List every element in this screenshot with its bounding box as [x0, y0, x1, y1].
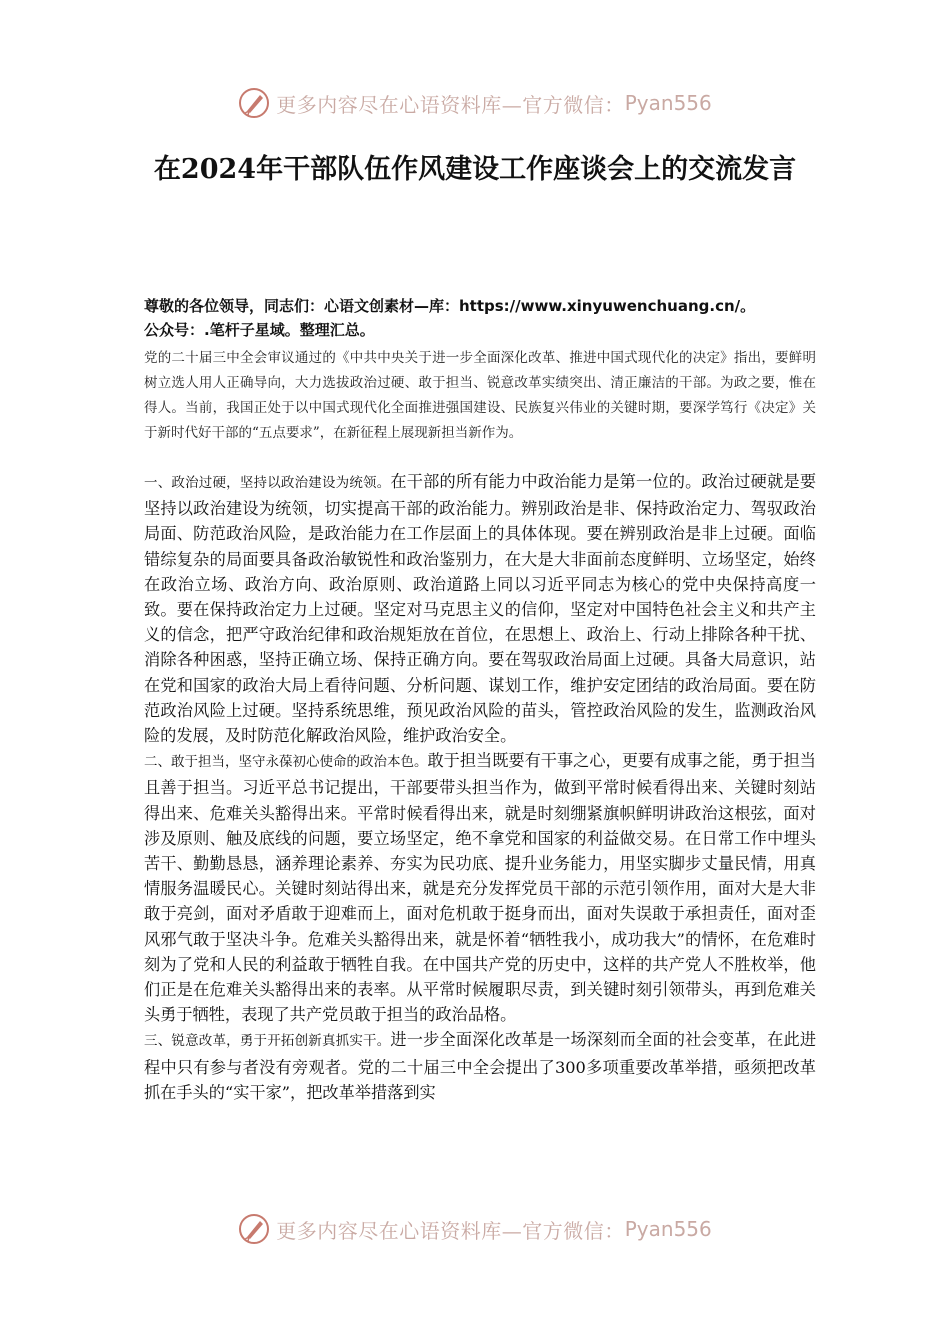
section-text: 敢于担当既要有干事之心，更要有成事之能，勇于担当且善于担当。习近平总书记提出，干部要带头担当作为，做到平常时候看得出来、关键时刻站得出来、危难关头豁得出来。平常时候看得出来，就是时刻绷紧旗帜鲜明讲政治这根弦，面对涉及原则、触及底线的问题，要立场坚定，绝不拿党和国家的利益做交易。在日常工作中埋头苦干、勤勤恳恳，涵养理论素养、夯实为民功底、提升业务能力，用坚实脚步丈量民情，用真情服务温暖民心。关键时刻站得出来，就是充分发挥党员干部的示范引领作用，面对大是大非敢于亮剑，面对矛盾敢于迎难而上，面对危机敢于挺身而出，面对失误敢于承担责任，面对歪风邪气敢于坚决斗争。危难关头豁得出来，就是怀着“牺牲我小，成功我大”的情怀，在危难时刻为了党和人民的利益敢于牺牲自我。在中国共产党的历史中，这样的共产党人不胜枚举，他们正是在危难关头豁得出来的表率。从平常时候履职尽责，到关键时刻引领带头，再到危难关头勇于牺牲，表现了共产党员敢于担当的政治品格。	[144, 751, 816, 1025]
pen-logo-icon	[238, 87, 270, 119]
section-text: 在干部的所有能力中政治能力是第一位的。政治过硬就是要坚持以政治建设为统领，切实提高干部的政治能力。辨别政治是非、保持政治定力、驾驭政治局面、防范政治风险，是政治能力在工作层面上的具体体现。要在辨别政治是非上过硬。面临错综复杂的局面要具备政治敏锐性和政治鉴别力，在大是大非面前态度鲜明、立场坚定，始终在政治立场、政治方向、政治原则、政治道路上同以习近平同志为核心的党中央保持高度一致。要在保持政治定力上过硬。坚定对马克思主义的信仰，坚定对中国特色社会主义和共产主义的信念，把严守政治纪律和政治规矩放在首位，在思想上、政治上、行动上排除各种干扰、消除各种困惑，坚持正确立场、保持正确方向。要在驾驭政治局面上过硬。具备大局意识，站在党和国家的政治大局上看待问题、分析问题、谋划工作，维护安定团结的政治局面。要在防范政治风险上过硬。坚持系统思维，预见政治风险的苗头，管控政治风险的发生，监测政治风险的发展，及时防范化解政治风险，维护政治安全。	[144, 472, 817, 746]
banner-wechat-id: Pyan556	[624, 1217, 712, 1241]
header-watermark-banner	[0, 83, 950, 123]
document-title: 在2024年干部队伍作风建设工作座谈会上的交流发言	[153, 154, 797, 185]
footer-watermark-banner	[0, 1209, 950, 1249]
pen-logo-icon	[238, 1213, 270, 1245]
section-heading: 三、锐意改革，勇于开拓创新真抓实干。	[144, 1033, 391, 1050]
greeting	[144, 294, 824, 342]
greeting-line-1: 尊敬的各位领导，同志们：心语文创素材—库：https://www.xinyuwenchuang.cn/。	[144, 297, 756, 315]
document-body	[144, 469, 816, 1105]
banner-wechat-id: Pyan556	[624, 91, 712, 115]
intro-paragraph	[144, 346, 816, 446]
section-paragraph	[144, 1027, 816, 1105]
section-text: 进一步全面深化改革是一场深刻而全面的社会变革，在此进程中只有参与者没有旁观者。党的二十届三中全会提出了300多项重要改革举措，亟须把改革抓在手头的“实干家”，把改革举措落到实	[144, 1030, 817, 1102]
banner-text: 更多内容尽在心语资料库—官方微信：	[276, 1218, 625, 1243]
intro-text: 党的二十届三中全会审议通过的《中共中央关于进一步全面深化改革、推进中国式现代化的决定》指出，要鲜明树立选人用人正确导向，大力选拔政治过硬、敢于担当、锐意改革实绩突出、清正廉洁的干部。为政之要，惟在得人。当前，我国正处于以中国式现代化全面推进强国建设、民族复兴伟业的关键时期，要深学笃行《决定》关于新时代好干部的“五点要求”，在新征程上展现新担当新作为。	[144, 350, 816, 441]
section-heading: 二、敢于担当，坚守永葆初心使命的政治本色。	[144, 754, 428, 771]
banner-text: 更多内容尽在心语资料库—官方微信：	[276, 92, 625, 117]
section-paragraph	[144, 469, 816, 748]
section-heading: 一、政治过硬，坚持以政治建设为统领。	[144, 475, 391, 491]
greeting-line-2: 公众号：.笔杆子星域。整理汇总。	[144, 321, 375, 339]
section-paragraph	[144, 748, 816, 1027]
